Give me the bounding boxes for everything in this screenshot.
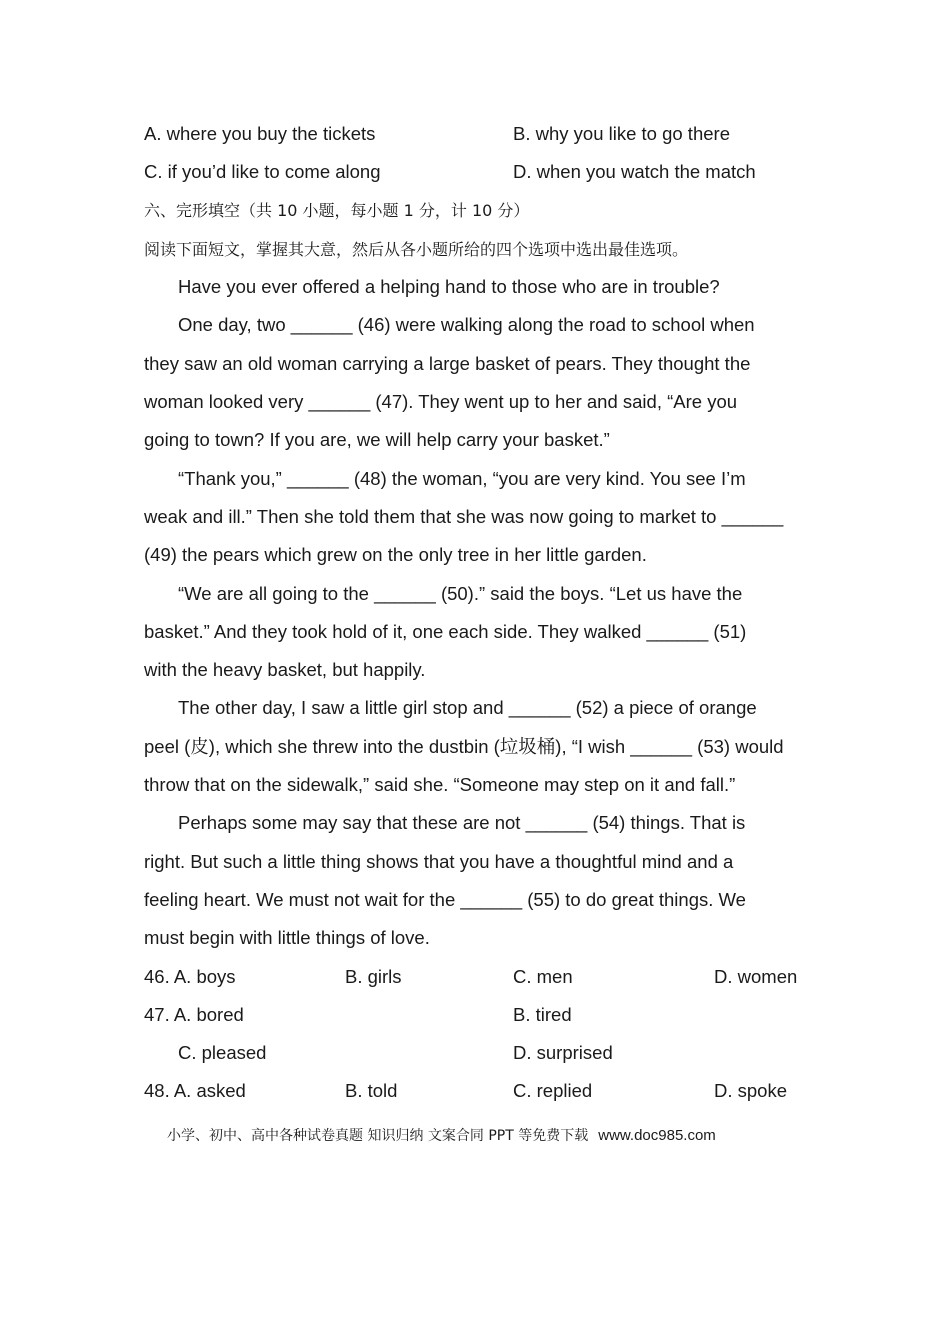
- option-d: D. when you watch the match: [513, 161, 756, 182]
- passage-line: The other day, I saw a little girl stop and ______ (52) a piece of orange: [178, 697, 757, 718]
- passage-line: “We are all going to the ______ (50).” said the boys. “Let us have the: [178, 583, 743, 604]
- q47-option-b: B. tired: [513, 1004, 572, 1025]
- passage-line: going to town? If you are, we will help carry your basket.”: [144, 429, 610, 450]
- passage-line: weak and ill.” Then she told them that she was now going to market to ______: [144, 506, 784, 527]
- passage-line: throw that on the sidewalk,” said she. “Someone may step on it and fall.”: [144, 774, 736, 795]
- q46-option-d: D. women: [714, 966, 798, 987]
- passage-line: Have you ever offered a helping hand to those who are in trouble?: [178, 276, 720, 297]
- section-instruction: 阅读下面短文，掌握其大意，然后从各小题所给的四个选项中选出最佳选项。: [144, 240, 689, 259]
- q47-option-a: 47. A. bored: [144, 1004, 244, 1025]
- q46-option-c: C. men: [513, 966, 573, 987]
- passage-line: basket.” And they took hold of it, one each side. They walked ______ (51): [144, 621, 747, 642]
- q46-option-b: B. girls: [345, 966, 402, 987]
- passage-line: they saw an old woman carrying a large basket of pears. They thought the: [144, 353, 751, 374]
- section-heading: 六、完形填空（共 10 小题，每小题 1 分，计 10 分）: [144, 201, 530, 220]
- q48-option-c: C. replied: [513, 1080, 593, 1101]
- q47-option-c: C. pleased: [178, 1042, 267, 1063]
- q48-option-d: D. spoke: [714, 1080, 788, 1101]
- passage-line: One day, two ______ (46) were walking along the road to school when: [178, 314, 755, 335]
- option-b: B. why you like to go there: [513, 123, 730, 144]
- page-footer: [167, 1126, 716, 1146]
- passage-line: feeling heart. We must not wait for the ______ (55) to do great things. We: [144, 889, 746, 910]
- q48-option-b: B. told: [345, 1080, 398, 1101]
- option-a: A. where you buy the tickets: [144, 123, 376, 144]
- passage-line: woman looked very ______ (47). They went up to her and said, “Are you: [144, 391, 738, 412]
- passage-line: must begin with little things of love.: [144, 927, 430, 948]
- passage-line: Perhaps some may say that these are not ______ (54) things. That is: [178, 812, 746, 833]
- passage-line: right. But such a little thing shows that you have a thoughtful mind and a: [144, 851, 734, 872]
- option-c: C. if you’d like to come along: [144, 161, 381, 182]
- passage-line: with the heavy basket, but happily.: [144, 659, 426, 680]
- footer-url-link[interactable]: www.doc985.com: [598, 1127, 716, 1144]
- footer-text: 小学、初中、高中各种试卷真题 知识归纳 文案合同 PPT 等免费下载: [167, 1128, 589, 1144]
- q47-option-d: D. surprised: [513, 1042, 613, 1063]
- passage-line: peel (皮), which she threw into the dustbin (垃圾桶), “I wish ______ (53) would: [144, 736, 784, 757]
- passage-line: (49) the pears which grew on the only tree in her little garden.: [144, 544, 647, 565]
- q48-option-a: 48. A. asked: [144, 1080, 246, 1101]
- q46-option-a: 46. A. boys: [144, 966, 236, 987]
- passage-line: “Thank you,” ______ (48) the woman, “you are very kind. You see I’m: [178, 468, 746, 489]
